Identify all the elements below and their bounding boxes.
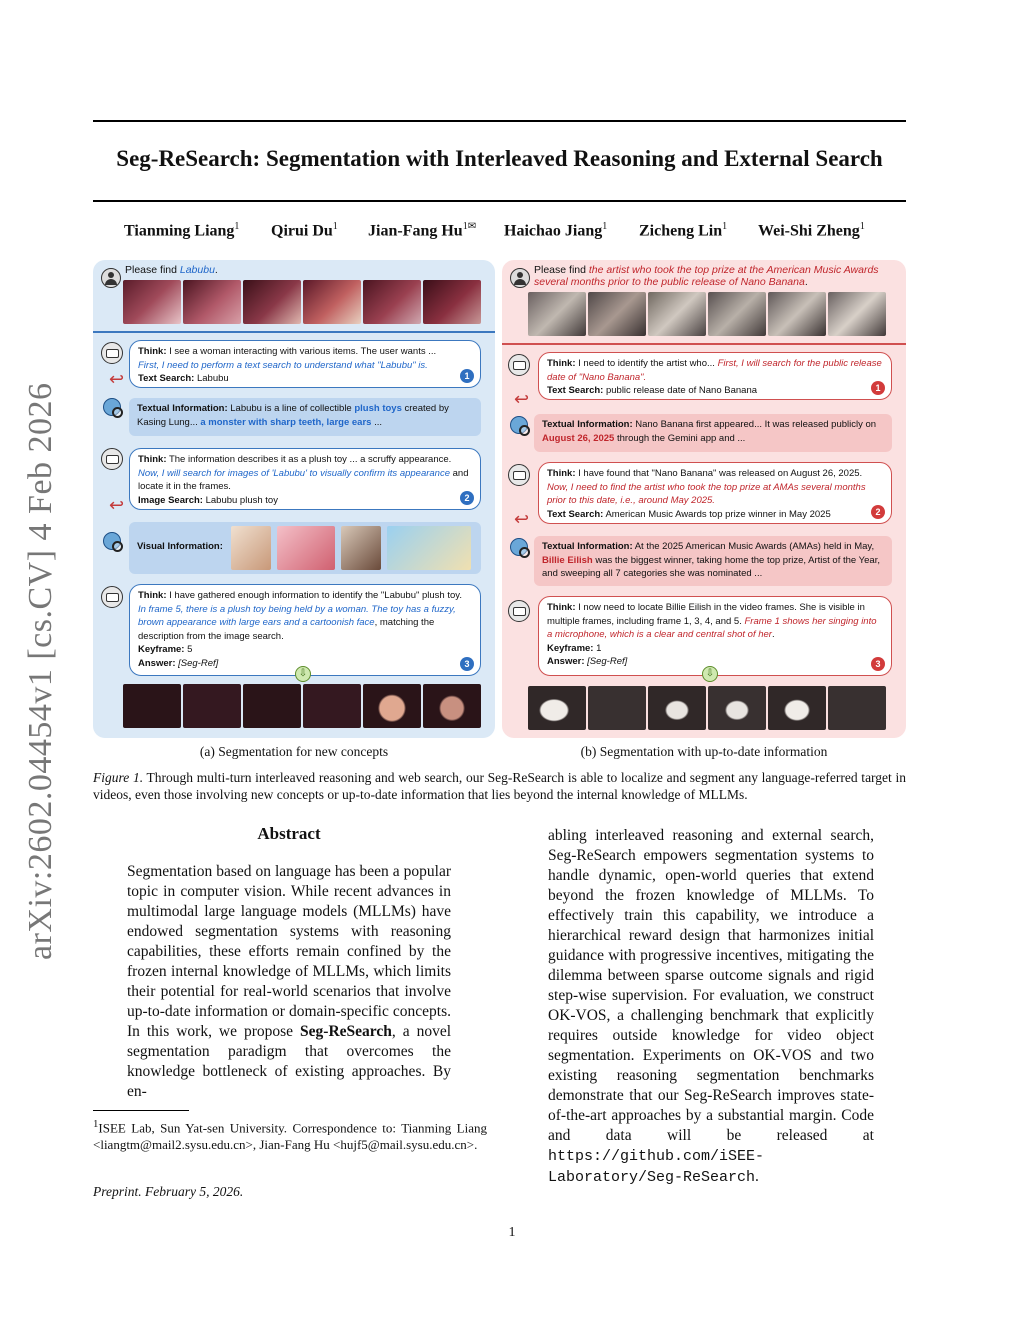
step-badge-1: 1 bbox=[871, 381, 885, 395]
step-badge-3: 3 bbox=[460, 657, 474, 671]
input-frame-6 bbox=[423, 280, 481, 324]
panel-a-query: Please find Labubu. bbox=[125, 264, 218, 276]
step-badge-3: 3 bbox=[871, 657, 885, 671]
step-badge-2: 2 bbox=[460, 491, 474, 505]
abstract-right-column: abling interleaved reasoning and external search, Seg-ReSearch empowers segmentation systems to handle dynamic, open-world queries that extend beyond the frozen knowledge of MLLMs. To effectively train this capability, we introduce a hierarchical reward design that harmonizes initial guidance with progressive incentives, mitigating the dilemma between sparse outcome signals and rigid step-wise supervision. For evaluation, we construct OK-VOS, a challenging benchmark that explicitly requires outside knowledge for video object segmentation. Experiments on OK-VOS and two existing reasoning segmentation benchmarks demonstrate that our Seg-ReSearch improves state-of-the-art approaches by a substantial margin. Code and data will be released at https://github.com/iSEE-Laboratory/Seg-ReSearch. bbox=[548, 827, 874, 1186]
output-frame-1 bbox=[123, 684, 181, 728]
page-number: 1 bbox=[508, 1225, 516, 1240]
input-frame-1 bbox=[528, 292, 586, 336]
search-image-4 bbox=[387, 526, 471, 570]
image-search-icon bbox=[103, 532, 121, 550]
preprint-note: Preprint. February 5, 2026. bbox=[93, 1184, 244, 1199]
input-frame-2 bbox=[183, 280, 241, 324]
output-frame-3 bbox=[648, 686, 706, 730]
subcaption-a: (a) Segmentation for new concepts bbox=[199, 744, 389, 759]
figure-caption: Figure 1. Through multi-turn interleaved reasoning and web search, our Seg-ReSearch is able to localize and segment any language-referred target in videos, even those involving new concepts or up-to-date information that lies beyond the internal knowledge of MLLMs. bbox=[93, 770, 907, 802]
panel-b-divider bbox=[502, 343, 906, 345]
input-frame-2 bbox=[588, 292, 646, 336]
author-4: Haichao Jiang$^1$ bbox=[504, 221, 608, 240]
web-search-icon bbox=[103, 398, 121, 416]
author-6: Wei-Shi Zheng$^1$ bbox=[758, 221, 865, 240]
panel-a-visual-info: Visual Information: bbox=[129, 522, 481, 574]
top-rule bbox=[93, 120, 906, 122]
author-3: Jian-Fang $Hu^{1✉}$ bbox=[368, 221, 477, 240]
output-frame-2 bbox=[588, 686, 646, 730]
step-badge-2: 2 bbox=[871, 505, 885, 519]
input-frame-5 bbox=[768, 292, 826, 336]
return-arrow-icon: ↩ bbox=[109, 369, 125, 389]
author-2: Qirui Du$^1$ bbox=[271, 221, 338, 240]
output-frame-4 bbox=[303, 684, 361, 728]
panel-a-text-info: Textual Information: Labubu is a line of collectible plush toys created by Kasing Lung... a monster with sharp teeth, large ears ... bbox=[129, 398, 481, 436]
robot-icon bbox=[101, 448, 123, 470]
footnote-rule bbox=[93, 1110, 189, 1111]
down-arrow-icon: ⇩ bbox=[702, 666, 718, 682]
robot-icon bbox=[101, 342, 123, 364]
input-frame-4 bbox=[303, 280, 361, 324]
panel-a-think-bubble-3: Think: I have gathered enough information to identify the "Labubu" plush toy. In frame 5, there is a plush toy being held by a woman. The toy has a fuzzy, brown appearance with large ears and a cartoonish face, matching the description from the image search. Keyframe: 5 Answer: [Seg-Ref] 3 bbox=[129, 584, 481, 676]
return-arrow-icon: ↩ bbox=[514, 389, 530, 409]
search-image-2 bbox=[277, 526, 335, 570]
affiliation-footnote: $^1$ISEE Lab, Sun Yat-sen University. Correspondence to: Tianming Liang <liangtm@mail2.sysu.edu.cn>, Jian-Fang Hu <hujf5@mail.sysu.edu.cn>. bbox=[93, 1118, 487, 1153]
output-frame-6 bbox=[423, 684, 481, 728]
arxiv-side-stamp: arXiv:2602.04454v1 [cs.CV] 4 Feb 2026 bbox=[22, 382, 59, 960]
panel-a-think-bubble-2: Think: The information describes it as a plush toy ... a scruffy appearance. Now, I will search for images of 'Labubu' to visually confirm its appearance and locate it in the frames. Image Search: Labubu plush toy 2 bbox=[129, 448, 481, 510]
robot-icon bbox=[101, 586, 123, 608]
output-frame-1 bbox=[528, 686, 586, 730]
title-bottom-rule bbox=[93, 200, 906, 202]
subcaption-b: (b) Segmentation with up-to-date information bbox=[580, 744, 828, 759]
panel-b-query: Please find the artist who took the top prize at the American Music Awards several months prior to the public release of Nano Banana. bbox=[534, 264, 879, 288]
output-frame-3 bbox=[243, 684, 301, 728]
robot-icon bbox=[508, 600, 530, 622]
input-frame-3 bbox=[243, 280, 301, 324]
output-frame-2 bbox=[183, 684, 241, 728]
author-5: Zicheng Lin$^1$ bbox=[639, 221, 728, 240]
panel-b-text-info-2: Textual Information: At the 2025 American Music Awards (AMAs) held in May, Billie Eilish was the biggest winner, taking home the top prize, Artist of the Year, and sweeping all 7 categories she was nominated ... bbox=[534, 536, 892, 586]
input-frame-3 bbox=[648, 292, 706, 336]
panel-b-think-bubble-3: Think: I now need to locate Billie Eilish in the video frames. She is visible in multiple frames, including frame 1, 3, 4, and 5. Frame 1 shows her singing into a microphone, which is a clear and central shot of her. Keyframe: 1 Answer: [Seg-Ref] 3 bbox=[538, 596, 892, 676]
input-frame-6 bbox=[828, 292, 886, 336]
input-frame-1 bbox=[123, 280, 181, 324]
panel-b-text-info-1: Textual Information: Nano Banana first appeared... It was released publicly on August 26, 2025 through the Gemini app and ... bbox=[534, 414, 892, 452]
code-link[interactable]: https://github.com/iSEE-Laboratory/Seg-ReSearch bbox=[548, 1148, 765, 1186]
down-arrow-icon: ⇩ bbox=[295, 666, 311, 682]
robot-icon bbox=[508, 354, 530, 376]
abstract-left-column: Segmentation based on language has been a popular topic in computer vision. While recent advances in multimodal large language models (MLLMs) have endowed segmentation systems with reasoning capabilities, these efforts remain confined by the frozen internal knowledge of MLLMs, which limits their potential for real-world scenarios that involve up-to-date information or domain-specific concepts. In this work, we propose Seg-ReSearch, a novel segmentation paradigm that overcomes the knowledge bottleneck of existing approaches. By en- bbox=[127, 863, 451, 1100]
search-image-3 bbox=[341, 526, 381, 570]
figure-panel-a bbox=[93, 260, 495, 738]
paper-title: Seg-ReSearch: Segmentation with Interleaved Reasoning and External Search bbox=[116, 146, 883, 171]
author-list bbox=[93, 221, 906, 245]
output-frame-5 bbox=[768, 686, 826, 730]
output-frame-6 bbox=[828, 686, 886, 730]
robot-icon bbox=[508, 464, 530, 486]
user-icon bbox=[510, 268, 530, 288]
step-badge-1: 1 bbox=[460, 369, 474, 383]
panel-a-divider bbox=[93, 331, 495, 333]
panel-a-think-bubble-1: Think: I see a woman interacting with various items. The user wants ... First, I need to perform a text search to understand what "Labubu" is. Text Search: Labubu 1 bbox=[129, 340, 481, 388]
input-frame-5 bbox=[363, 280, 421, 324]
abstract-heading: Abstract bbox=[257, 824, 321, 843]
panel-b-think-bubble-1: Think: I need to identify the artist who... First, I will search for the public release date of "Nano Banana". Text Search: public release date of Nano Banana 1 bbox=[538, 352, 892, 400]
web-search-icon bbox=[510, 416, 528, 434]
return-arrow-icon: ↩ bbox=[514, 509, 530, 529]
panel-b-think-bubble-2: Think: I have found that "Nano Banana" was released on August 26, 2025. Now, I need to find the artist who took the top prize at AMAs several months prior to this date, i.e., around May 2025. Text Search: American Music Awards top prize winner in May 2025 2 bbox=[538, 462, 892, 524]
input-frame-4 bbox=[708, 292, 766, 336]
author-1: Tianming Liang$^1$ bbox=[124, 221, 240, 240]
figure-panel-b bbox=[502, 260, 906, 738]
return-arrow-icon: ↩ bbox=[109, 495, 125, 515]
web-search-icon bbox=[510, 538, 528, 556]
output-frame-4 bbox=[708, 686, 766, 730]
user-icon bbox=[101, 268, 121, 288]
search-image-1 bbox=[231, 526, 271, 570]
output-frame-5 bbox=[363, 684, 421, 728]
